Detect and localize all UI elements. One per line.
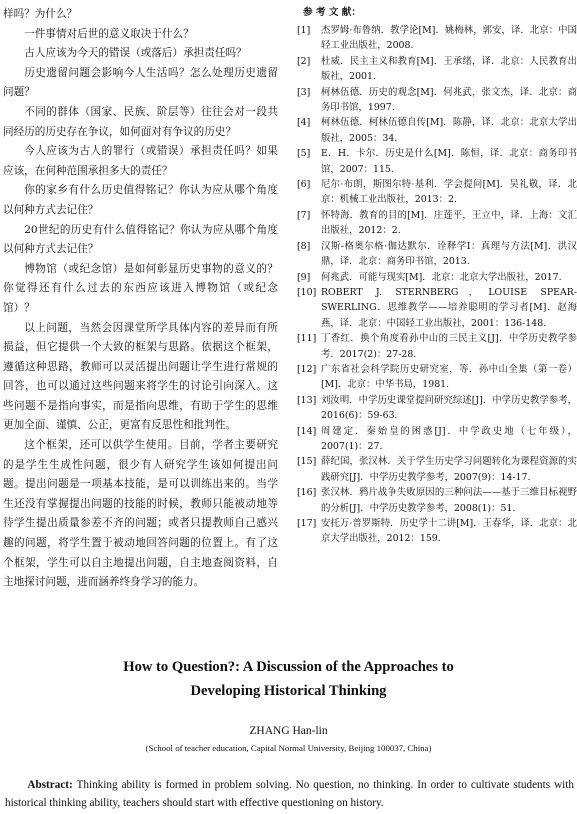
body-paragraph: 今人应该为古人的罪行（或错误）承担责任吗？如果应该，在何种范围承担多大的责任？ <box>3 145 278 177</box>
abstract-text: Thinking ability is formed in problem solving. No question, no thinking. In order to cultivate students with historical thinking ability, teachers should start with effective questioning on history. <box>5 779 574 809</box>
reference-item <box>297 393 577 424</box>
reference-text: 广东省社会科学院历史研究室，等．孙中山全集（第一卷）[M]．北京：中华书局，1981. <box>321 363 577 391</box>
body-paragraph: 以上问题，当然会因课堂所学具体内容的差异而有所损益，但它提供一个大致的框架与思路。依据这个框架，遵循这种思路，教师可以灵活提出问题让学生进行常规的回答，也可以通过这些问题来将学生的讨论引向深入。这些问题不是指向事实，而是指向思维，有助于学生的思维更加全面、谨慎、公正，更富有反思性和批判性。 <box>3 321 278 432</box>
references-list <box>297 23 577 547</box>
reference-text: 张汉林．鸦片战争失败原因的三种问法——基于三维目标视野的分析[J]．中学历史教学参考，2008(1)：51. <box>321 487 577 514</box>
body-paragraph: 20世纪的历史有什么值得铭记？你认为应从哪个角度以何种方式去记住？ <box>3 223 278 256</box>
reference-number: [12] <box>297 363 317 375</box>
reference-item <box>297 270 577 285</box>
reference-item <box>297 23 577 54</box>
reference-item <box>297 239 577 270</box>
reference-number: [16] <box>297 487 317 499</box>
reference-item <box>297 485 577 516</box>
reference-text: 薛纪国，张汉林．关于学生历史学习问题转化为课程资源的实践研究[J]．中学历史教学参考，2007(9)：14-17. <box>321 456 577 483</box>
body-paragraph: 一件事情对后世的意义取决于什么？ <box>24 27 194 40</box>
reference-number: [14] <box>297 425 317 437</box>
reference-item <box>297 454 577 485</box>
author-name: ZHANG Han-lin <box>249 725 328 737</box>
reference-text: 何兆武．可能与现实[M]．北京：北京大学出版社，2017. <box>321 271 562 283</box>
body-text-column <box>3 5 278 593</box>
body-paragraph: 不同的群体（国家、民族、阶层等）往往会对一段共同经历的历史存在争议，如何面对有争议的历史？ <box>3 105 278 138</box>
reference-item <box>297 54 577 85</box>
reference-number: [10] <box>297 286 317 298</box>
reference-number: [4] <box>297 117 311 129</box>
reference-item <box>297 285 577 331</box>
reference-number: [6] <box>297 179 311 191</box>
reference-text: 周建定．秦始皇的困惑[J]．中学政史地（七年级），2007(1)：27. <box>321 425 577 452</box>
english-title <box>0 655 577 703</box>
reference-number: [13] <box>297 394 317 406</box>
reference-number: [3] <box>297 86 311 98</box>
body-paragraph: 你的家乡有什么历史值得铭记？你认为应从哪个角度以何种方式去记住？ <box>3 184 278 216</box>
reference-text: 杜威．民主主义和教育[M]．王承绪，译．北京：人民教育出版社，2001. <box>321 55 577 83</box>
reference-text: 怀特海．教育的目的[M]．庄莲平，王立中，译．上海：文汇出版社，2012：2. <box>321 209 577 237</box>
reference-number: [2] <box>297 55 311 67</box>
body-paragraph: 古人应该为今天的错误（或落后）承担责任吗？ <box>24 47 247 60</box>
author-affiliation: (School of teacher education, Capital Normal University, Beijing 100037, China) <box>145 743 432 753</box>
body-paragraph: 样吗？为什么？ <box>3 8 78 20</box>
reference-text: 安托万·普罗斯特．历史学十二讲[M]．王春华，译．北京：北京大学出版社，2012：159. <box>321 518 577 545</box>
reference-number: [9] <box>297 271 311 283</box>
reference-text: 杰罗姆·布鲁纳．教学论[M]．姚梅林，郭安，译．北京：中国轻工业出版社，2008. <box>321 25 577 52</box>
reference-item <box>297 516 577 547</box>
reference-text: 柯林伍德．历史的观念[M]．何兆武，张文杰，译．北京：商务印书馆，1997. <box>321 86 577 114</box>
body-paragraph: 这个框架，还可以供学生使用。目前，学者主要研究的是学生生成性问题，很少有人研究学生该如何提出问题。提出问题是一项基本技能，是可以训练出来的。当学生还没有掌握提出问题的技能的时候，教师只能被动地等待学生提出质量参差不齐的问题；或者只提教师自己感兴趣的问题，将学生置于被动地回答问题的位置上。有了这个框架，学生可以自主地提出问题，自主地查阅资料，自主地探讨问题，进而涵养终身学习的能力。 <box>3 439 278 589</box>
reference-number: [11] <box>297 333 317 345</box>
reference-item <box>297 424 577 455</box>
reference-item <box>297 362 577 393</box>
reference-item <box>297 208 577 239</box>
reference-item <box>297 85 577 116</box>
reference-number: [5] <box>297 148 311 160</box>
reference-item <box>297 115 577 146</box>
reference-text: E．H．卡尔．历史是什么[M]．陈恒，译．北京：商务印书馆，2007：115. <box>321 148 577 175</box>
references-column <box>297 5 577 547</box>
reference-number: [7] <box>297 209 311 221</box>
abstract-label: Abstract: <box>27 779 73 791</box>
english-abstract-block <box>0 655 577 812</box>
reference-number: [17] <box>297 518 317 529</box>
reference-number: [1] <box>297 25 311 36</box>
english-abstract <box>5 776 574 812</box>
reference-text: 柯林伍德．柯林伍德自传[M]．陈静，译．北京：北京大学出版社，2005：34. <box>321 117 577 144</box>
references-heading: 参 考 文 献： <box>303 7 361 18</box>
reference-number: [8] <box>297 240 311 252</box>
reference-text: ROBERT J. STERNBERG，LOUISE SPEAR-SWERLING．思维教学——培养聪明的学习者[M]．赵海燕，译．北京：中国轻工业出版社，2001：136-148. <box>321 286 577 329</box>
reference-text: 尼尔·布朗，斯图尔特·基利．学会提问[M]．吴礼敬，译．北京：机械工业出版社，2013：2. <box>321 179 577 206</box>
reference-text: 汉斯-格奥尔格·伽达默尔．诠释学Ⅰ：真理与方法[M]．洪汉鼎，译．北京：商务印书馆，2013. <box>321 240 577 268</box>
english-title-line-2: Developing Historical Thinking <box>190 683 387 699</box>
reference-text: 丁香红．换个角度看孙中山的三民主义[J]．中学历史教学参考．2017(2)：27-28. <box>321 333 577 360</box>
reference-item <box>297 177 577 208</box>
body-paragraph: 博物馆（或纪念馆）是如何彰显历史事物的意义的？你觉得还有什么过去的东西应该进入博物馆（或纪念馆）？ <box>3 262 278 314</box>
english-title-line-1: How to Question?: A Discussion of the Approaches to <box>123 659 454 675</box>
reference-number: [15] <box>297 456 317 468</box>
reference-item <box>297 331 577 362</box>
body-paragraph: 历史遗留问题会影响今人生活吗？怎么处理历史遗留问题？ <box>3 66 278 99</box>
reference-item <box>297 146 577 177</box>
reference-text: 刘汝明．中学历史课堂提问研究综述[J]．中学历史教学参考，2016(6)：59-63. <box>321 394 577 422</box>
